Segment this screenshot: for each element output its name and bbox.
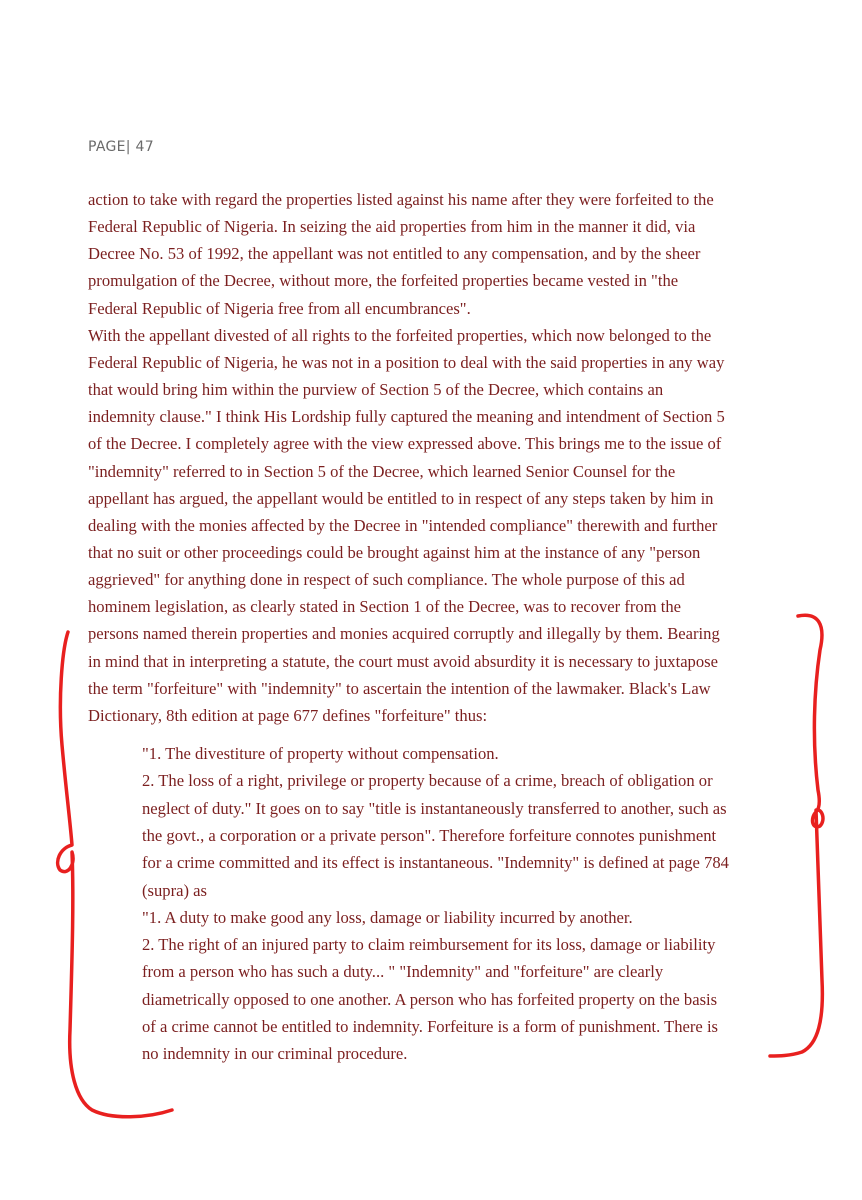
body-text-line: Federal Republic of Nigeria, he was not in a position to deal with the said properties in any way — [88, 352, 725, 372]
body-text-line: that no suit or other proceedings could be brought against him at the instance of any "person — [88, 542, 701, 562]
quoted-definition-line: "1. The divestiture of property without compensation. — [142, 744, 499, 763]
body-text-line: "indemnity" referred to in Section 5 of the Decree, which learned Senior Counsel for the — [88, 461, 676, 481]
body-text-line: aggrieved" for anything done in respect of such compliance. The whole purpose of this ad — [88, 570, 685, 590]
quoted-definition-line: the govt., a corporation or a private person". Therefore forfeiture connotes punishment — [142, 825, 717, 845]
body-text-line: dealing with the monies affected by the Decree in "intended compliance" therewith and further — [88, 515, 718, 535]
body-text-line: persons named therein properties and monies acquired corruptly and illegally by them. Bearing — [88, 624, 720, 644]
quoted-definition-line: no indemnity in our criminal procedure. — [142, 1044, 408, 1064]
right-bracket-mark — [770, 615, 823, 1056]
body-text-line: in mind that in interpreting a statute, the court must avoid absurdity it is necessary to juxtapose — [88, 651, 718, 671]
quoted-definition-line: for a crime committed and its effect is instantaneous. "Indemnity" is defined at page 784 — [142, 853, 729, 873]
body-text-line: With the appellant divested of all rights to the forfeited properties, which now belonged to the — [88, 325, 712, 345]
quoted-definition-line: neglect of duty." It goes on to say "title is instantaneously transferred to another, such as — [142, 798, 727, 818]
body-text-line: the term "forfeiture" with "indemnity" to ascertain the intention of the lawmaker. Black's Law — [88, 678, 711, 698]
quoted-definition-line: 2. The right of an injured party to claim reimbursement for its loss, damage or liability — [142, 935, 716, 955]
quoted-definition-line: of a crime cannot be entitled to indemnity. Forfeiture is a form of punishment. There is — [142, 1017, 719, 1036]
quoted-definition-line: 2. The loss of a right, privilege or property because of a crime, breach of obligation or — [142, 771, 713, 791]
body-text-line: action to take with regard the properties listed against his name after they were forfeited to the — [88, 190, 714, 209]
body-text-line: promulgation of the Decree, without more, the forfeited properties became vested in "the — [88, 271, 679, 291]
quoted-definition-line: diametrically opposed to one another. A person who has forfeited property on the basis — [142, 989, 718, 1009]
body-text-line: that would bring him within the purview of Section 5 of the Decree, which contains an — [88, 380, 664, 400]
body-text-line: Federal Republic of Nigeria. In seizing the aid properties from him in the manner it did, via — [88, 217, 696, 237]
body-text-line: hominem legislation, as clearly stated in Section 1 of the Decree, was to recover from the — [88, 597, 682, 617]
body-text-line: Decree No. 53 of 1992, the appellant was not entitled to any compensation, and by the sheer — [88, 244, 701, 264]
body-text-line: indemnity clause." I think His Lordship fully captured the meaning and intendment of Section 5 — [88, 407, 725, 427]
body-text-line: Dictionary, 8th edition at page 677 defines "forfeiture" thus: — [88, 705, 488, 725]
quoted-definition-line: (supra) as — [142, 880, 207, 900]
quoted-definition-line: from a person who has such a duty... " "Indemnity" and "forfeiture" are clearly — [142, 962, 664, 982]
body-text-line: of the Decree. I completely agree with the view expressed above. This brings me to the issue of — [88, 434, 722, 454]
body-text-line: Federal Republic of Nigeria free from all encumbrances". — [88, 298, 471, 318]
page-number-header: PAGE| 47 — [88, 139, 154, 155]
quoted-definition-line: "1. A duty to make good any loss, damage or liability incurred by another. — [142, 907, 633, 927]
body-text-line: appellant has argued, the appellant would be entitled to in respect of any steps taken by him in — [88, 488, 714, 508]
